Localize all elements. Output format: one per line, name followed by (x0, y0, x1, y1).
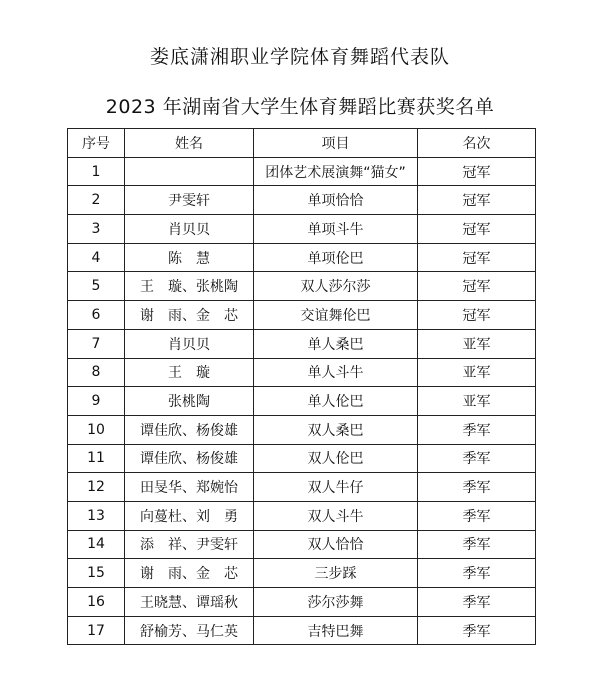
document-title: 娄底潇湘职业学院体育舞蹈代表队 (149, 46, 450, 68)
cell-index: 9 (68, 387, 125, 416)
cell-index: 6 (68, 301, 125, 330)
cell-name: 田旻华、郑婉怡 (125, 473, 254, 502)
table-row (68, 243, 536, 272)
cell-index: 10 (68, 415, 125, 444)
header-name: 姓名 (125, 129, 254, 158)
table-row (68, 301, 536, 330)
cell-rank: 季军 (418, 588, 536, 617)
header-event: 项目 (254, 129, 418, 158)
cell-rank: 季军 (418, 616, 536, 645)
cell-event: 单人斗牛 (254, 358, 418, 387)
cell-rank: 亚军 (418, 329, 536, 358)
cell-name: 陈 慧 (125, 243, 254, 272)
cell-event: 单项斗牛 (254, 215, 418, 244)
cell-rank: 冠军 (418, 215, 536, 244)
cell-rank: 季军 (418, 501, 536, 530)
cell-name: 肖贝贝 (125, 329, 254, 358)
cell-rank: 亚军 (418, 358, 536, 387)
table-row (68, 616, 536, 645)
table-row (68, 444, 536, 473)
cell-name: 肖贝贝 (125, 215, 254, 244)
header-rank: 名次 (418, 129, 536, 158)
cell-rank: 冠军 (418, 186, 536, 215)
table-row (68, 358, 536, 387)
table-header-row (68, 129, 536, 158)
table-row (68, 157, 536, 186)
table-row (68, 215, 536, 244)
table-row (68, 329, 536, 358)
table-row (68, 559, 536, 588)
cell-event: 团体艺术展演舞“猫女” (254, 157, 418, 186)
document-subtitle: 2023 年湖南省大学生体育舞蹈比赛获奖名单 (105, 96, 495, 118)
cell-index: 1 (68, 157, 125, 186)
cell-rank: 冠军 (418, 272, 536, 301)
cell-rank: 冠军 (418, 243, 536, 272)
cell-rank: 亚军 (418, 387, 536, 416)
cell-name: 张桃陶 (125, 387, 254, 416)
cell-event: 双人牛仔 (254, 473, 418, 502)
cell-name: 王 璇 (125, 358, 254, 387)
cell-rank: 冠军 (418, 301, 536, 330)
cell-event: 双人伦巴 (254, 444, 418, 473)
cell-event: 单项恰恰 (254, 186, 418, 215)
cell-index: 4 (68, 243, 125, 272)
cell-index: 7 (68, 329, 125, 358)
cell-index: 13 (68, 501, 125, 530)
cell-name: 添 祥、尹雯轩 (125, 530, 254, 559)
table-row (68, 501, 536, 530)
table-row (68, 530, 536, 559)
award-table (67, 128, 536, 645)
cell-rank: 季军 (418, 473, 536, 502)
cell-event: 交谊舞伦巴 (254, 301, 418, 330)
cell-event: 莎尔莎舞 (254, 588, 418, 617)
cell-rank: 季军 (418, 415, 536, 444)
cell-name: 舒榆芳、马仁英 (125, 616, 254, 645)
table-row (68, 387, 536, 416)
cell-event: 单人伦巴 (254, 387, 418, 416)
cell-rank: 季军 (418, 559, 536, 588)
cell-name: 谭佳欣、杨俊雄 (125, 444, 254, 473)
cell-index: 15 (68, 559, 125, 588)
cell-rank: 冠军 (418, 157, 536, 186)
cell-rank: 季军 (418, 444, 536, 473)
header-index: 序号 (68, 129, 125, 158)
cell-name: 谢 雨、金 芯 (125, 559, 254, 588)
cell-index: 2 (68, 186, 125, 215)
table-row (68, 588, 536, 617)
cell-index: 5 (68, 272, 125, 301)
cell-name: 谭佳欣、杨俊雄 (125, 415, 254, 444)
cell-rank: 季军 (418, 530, 536, 559)
table-row (68, 272, 536, 301)
cell-event: 单人桑巴 (254, 329, 418, 358)
cell-index: 11 (68, 444, 125, 473)
cell-name: 向蔓杜、刘 勇 (125, 501, 254, 530)
cell-name (125, 157, 254, 186)
table-row (68, 473, 536, 502)
table-row (68, 186, 536, 215)
cell-index: 14 (68, 530, 125, 559)
cell-event: 三步踩 (254, 559, 418, 588)
cell-index: 3 (68, 215, 125, 244)
cell-event: 单项伦巴 (254, 243, 418, 272)
cell-event: 双人恰恰 (254, 530, 418, 559)
cell-name: 王 璇、张桃陶 (125, 272, 254, 301)
cell-event: 双人莎尔莎 (254, 272, 418, 301)
cell-index: 12 (68, 473, 125, 502)
table-body (68, 157, 536, 645)
cell-name: 谢 雨、金 芯 (125, 301, 254, 330)
cell-event: 双人桑巴 (254, 415, 418, 444)
cell-event: 双人斗牛 (254, 501, 418, 530)
cell-name: 王晓慧、谭瑶秋 (125, 588, 254, 617)
cell-index: 17 (68, 616, 125, 645)
table-row (68, 415, 536, 444)
cell-index: 16 (68, 588, 125, 617)
cell-name: 尹雯轩 (125, 186, 254, 215)
cell-event: 吉特巴舞 (254, 616, 418, 645)
cell-index: 8 (68, 358, 125, 387)
